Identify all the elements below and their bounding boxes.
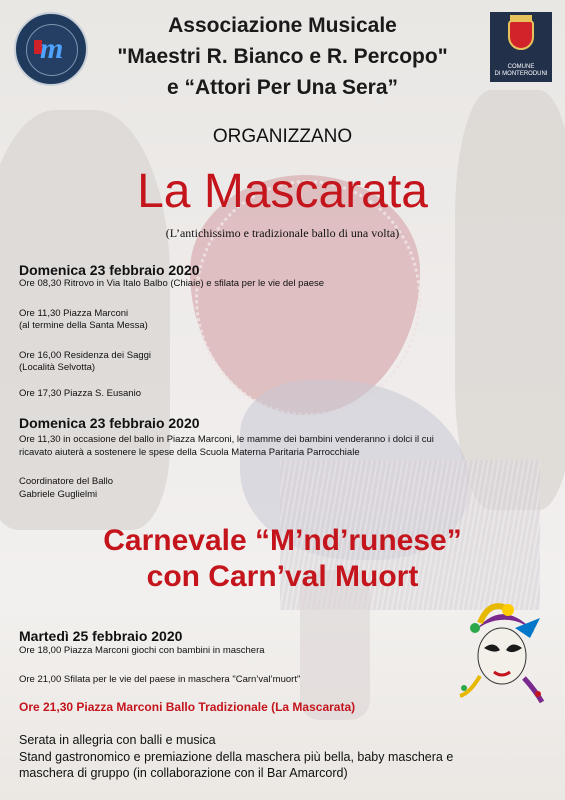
coordinator-label: Coordinatore del Ballo xyxy=(19,476,114,487)
section1-item: (Località Selvotta) xyxy=(19,362,96,373)
section2-text: ricavato aiuterà a sostenere le spese della Scuola Materna Paritaria Parrocchiale xyxy=(19,447,360,458)
organizzano-label: ORGANIZZANO xyxy=(212,126,353,147)
section2-date: Domenica 23 febbraio 2020 xyxy=(19,415,200,431)
section1-item: Ore 16,00 Residenza dei Saggi xyxy=(19,350,152,361)
event-title: La Mascarata xyxy=(137,165,428,218)
section3-date: Martedì 25 febbraio 2020 xyxy=(19,628,183,644)
header-line-2: "Maestri R. Bianco e R. Percopo" xyxy=(117,45,448,68)
header-line-1: Associazione Musicale xyxy=(168,14,397,37)
header-line-3: e “Attori Per Una Sera” xyxy=(166,76,399,99)
section1-date: Domenica 23 febbraio 2020 xyxy=(19,262,200,278)
footer-line-1: Serata in allegria con balli e musica xyxy=(19,733,216,747)
carnevale-title-1: Carnevale “M’nd’runese” xyxy=(103,524,462,557)
section3-item: Ore 18,00 Piazza Marconi giochi con bambini in maschera xyxy=(19,645,265,656)
municipality-label-2: DI MONTERODUNI xyxy=(494,71,548,77)
background-dancer-right xyxy=(455,90,565,510)
association-logo: m xyxy=(14,12,88,86)
coordinator-name: Gabriele Guglielmi xyxy=(19,489,98,500)
footer-line-3: maschera di gruppo (in collaborazione con il Bar Amarcord) xyxy=(19,766,348,780)
event-subtitle: (L’antichissimo e tradizionale ballo di una volta) xyxy=(165,226,400,240)
municipality-label-1: COMUNE xyxy=(507,64,535,70)
footer-line-2: Stand gastronomico e premiazione della maschera più bella, baby maschera e xyxy=(19,750,454,764)
section1-item: Ore 11,30 Piazza Marconi xyxy=(19,308,129,319)
section1-item: Ore 17,30 Piazza S. Eusanio xyxy=(19,388,141,399)
carnival-mask-icon xyxy=(450,598,550,708)
section2-text: Ore 11,30 in occasione del ballo in Piazza Marconi, le mamme dei bambini venderanno i dolci il cui xyxy=(19,434,434,445)
section1-item: (al termine della Santa Messa) xyxy=(19,320,148,331)
section3-item: Ore 21,00 Sfilata per le vie del paese in maschera "Carn’val’muort" xyxy=(19,674,301,685)
carnevale-title-2: con Carn’val Muort xyxy=(146,560,419,593)
section3-highlight: Ore 21,30 Piazza Marconi Ballo Tradizionale (La Mascarata) xyxy=(19,700,356,714)
section1-item: Ore 08,30 Ritrovo in Via Italo Balbo (Chiaie) e sfilata per le vie del paese xyxy=(19,278,325,289)
